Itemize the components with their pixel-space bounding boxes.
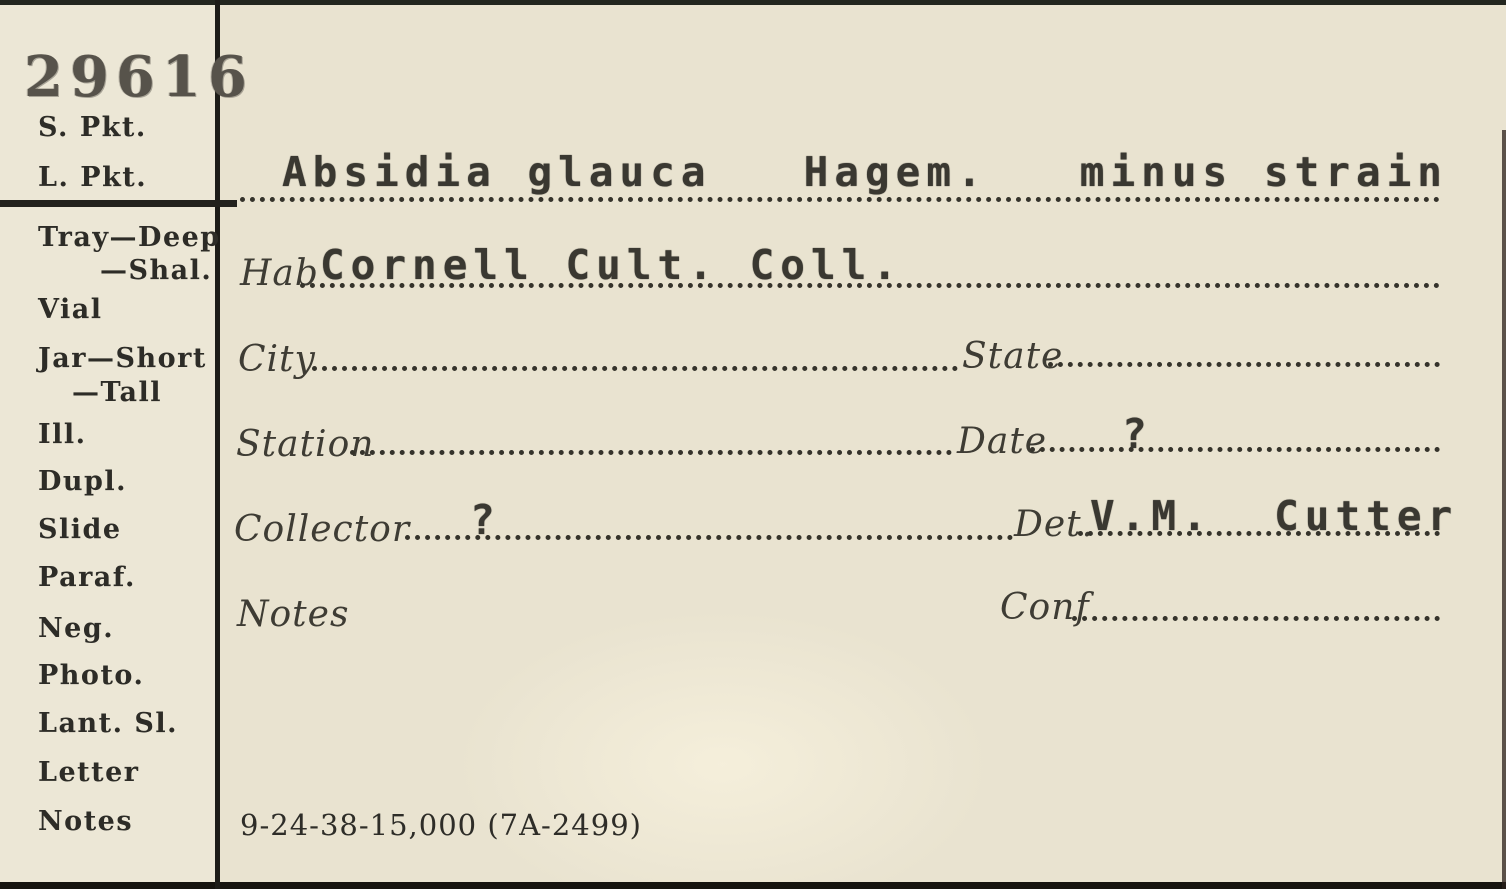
sidebar-item-tall: —Tall <box>72 377 163 408</box>
right-edge-line <box>1502 130 1506 889</box>
top-edge-line <box>0 0 1506 5</box>
notes-field-label: Notes <box>237 594 350 635</box>
sidebar-item-ill: Ill. <box>38 419 87 450</box>
sidebar-item-photo: Photo. <box>38 660 145 691</box>
city-dotted-line <box>312 366 958 371</box>
conf-dotted-line <box>1072 616 1440 621</box>
state-dotted-line <box>1048 362 1440 367</box>
column-divider-line <box>215 0 220 889</box>
bottom-edge-line <box>0 882 1506 889</box>
sidebar-item-vial: Vial <box>38 294 103 325</box>
hab-field-value: Cornell Cult. Coll. <box>320 241 903 289</box>
state-field-label: State <box>962 336 1064 377</box>
station-field-label: Station <box>236 424 375 465</box>
station-dotted-line <box>350 450 952 455</box>
sidebar-item-l-pkt: L. Pkt. <box>38 162 148 193</box>
sidebar-item-dupl: Dupl. <box>38 466 128 497</box>
city-field-label: City <box>238 339 316 380</box>
det-field-value: V.M. Cutter <box>1090 492 1459 540</box>
date-field-label: Date <box>957 421 1048 462</box>
sidebar-item-jar-short: Jar—Short <box>38 343 207 374</box>
date-dotted-line <box>1030 447 1440 452</box>
sidebar <box>0 0 221 889</box>
collector-field-label: Collector <box>234 509 411 550</box>
hab-dotted-line <box>300 283 1440 288</box>
sidebar-item-neg: Neg. <box>38 613 115 644</box>
sidebar-item-lant-sl: Lant. Sl. <box>38 708 179 739</box>
sidebar-item-tray-deep: Tray—Deep <box>38 222 221 253</box>
det-field-label: Det. <box>1014 504 1095 545</box>
sidebar-item-notes: Notes <box>38 806 134 837</box>
hab-field-label: Hab <box>240 253 319 294</box>
species-dotted-line <box>240 197 1440 202</box>
sidebar-item-slide: Slide <box>38 514 122 545</box>
species-line-text: Absidia glauca Hagem. minus strain <box>282 148 1448 196</box>
catalog-number-stamp: 29616 <box>24 44 254 110</box>
sidebar-item-letter: Letter <box>38 757 140 788</box>
print-code: 9-24-38-15,000 (7A-2499) <box>240 808 642 842</box>
sidebar-item-s-pkt: S. Pkt. <box>38 112 147 143</box>
conf-field-label: Conf <box>1000 587 1090 628</box>
sidebar-item-shal: —Shal. <box>100 255 213 286</box>
date-field-value: ? <box>1122 410 1153 458</box>
sidebar-item-paraf: Paraf. <box>38 562 136 593</box>
collector-field-value: ? <box>470 496 501 544</box>
